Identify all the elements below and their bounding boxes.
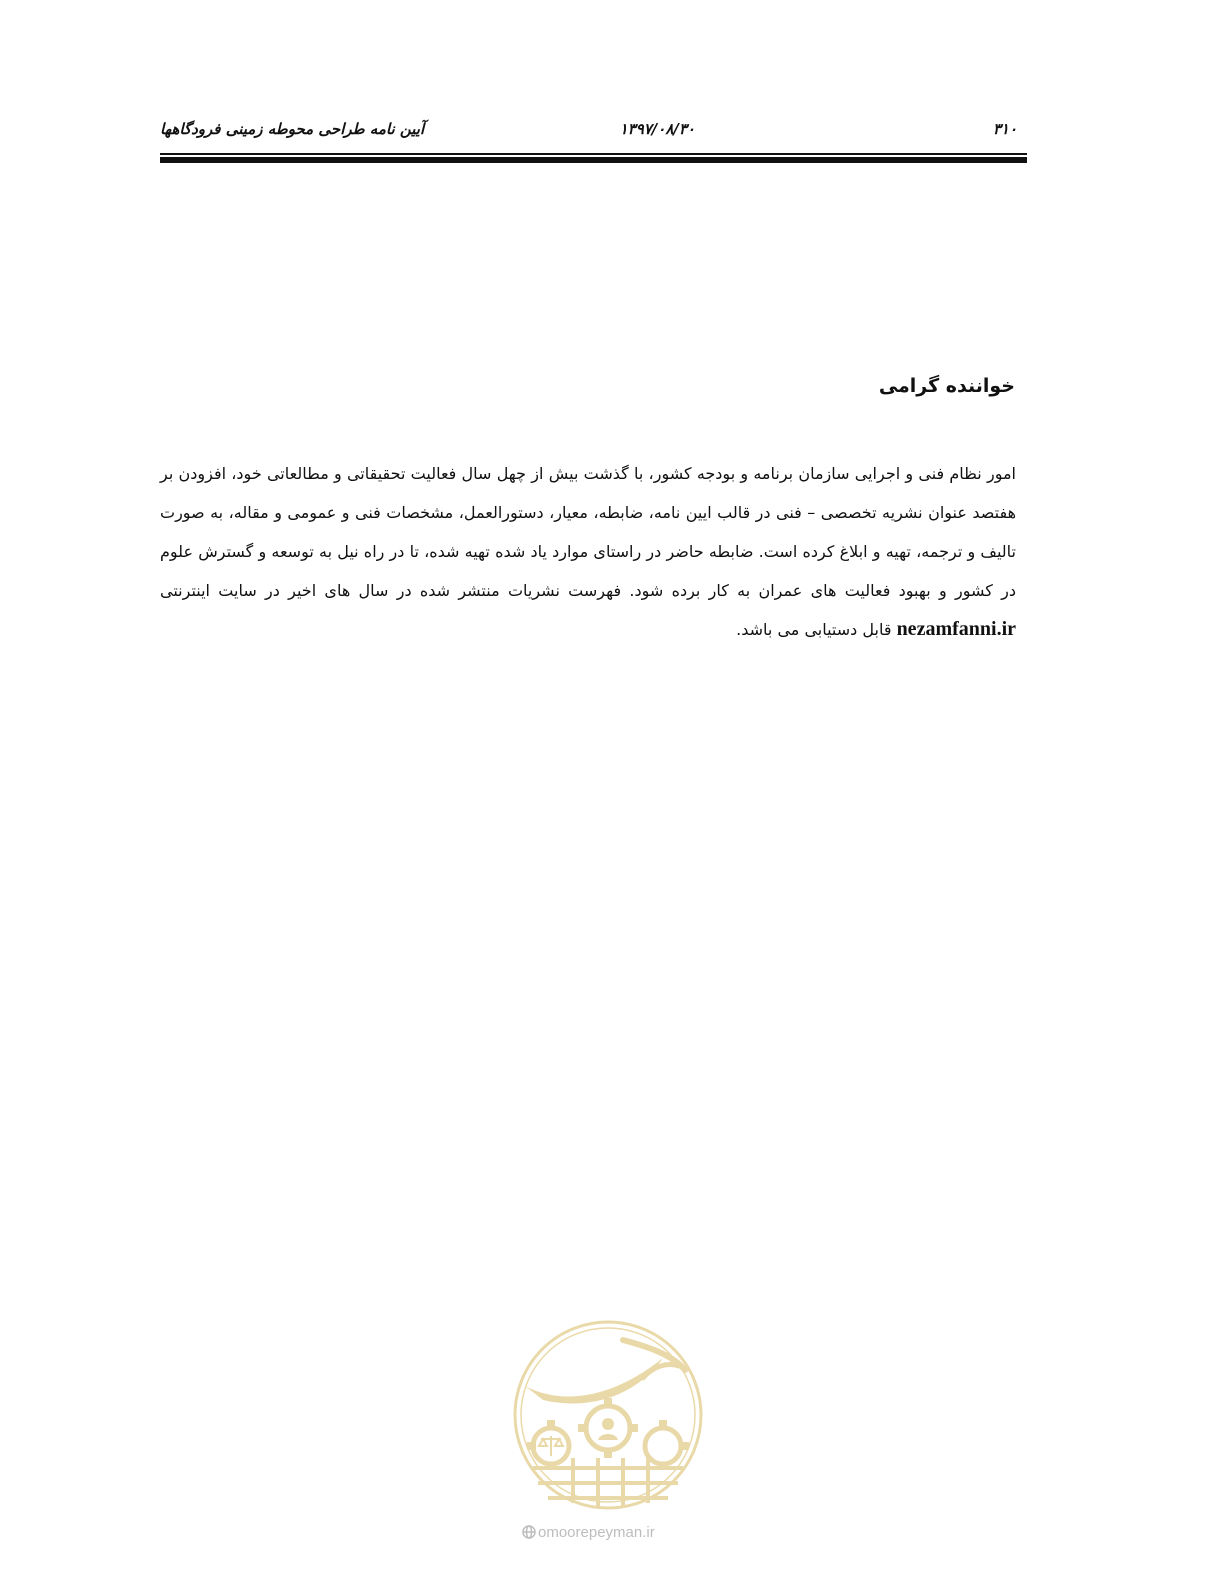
watermark-logo	[503, 1318, 713, 1568]
website-link[interactable]: nezamfanni.ir	[896, 618, 1016, 640]
section-heading: خواننده گرامی	[878, 375, 1015, 397]
gear-logo-icon	[503, 1318, 713, 1568]
header-rule-thin	[160, 153, 1027, 155]
watermark-domain: omoorepeyman.ir	[538, 1524, 655, 1541]
document-title: آیین نامه طراحی محوطه زمینی فرودگاهها	[160, 120, 425, 138]
header-rule-thick	[160, 157, 1027, 163]
page-header	[160, 118, 1027, 148]
paragraph-text-after-link: قابل دستیابی می باشد.	[736, 620, 892, 639]
page-number: ۳۱۰	[992, 120, 1017, 138]
paragraph-text-before-link: امور نظام فنی و اجرایی سازمان برنامه و بودجه کشور، با گذشت بیش از چهل سال فعالیت تحقیقاتی و مطالعاتی خود، افزودن بر هفتصد عنوان نشریه تخصصی – فنی در قالب ایین نامه، ضابطه، معیار، دستورالعمل، مشخصات فنی و عمومی و مقاله، به صورت تالیف و ترجمه، تهیه و ابلاغ کرده است. ضابطه حاضر در راستای موارد یاد شده تهیه شده، تا در راه نیل به توسعه و گسترش علوم در کشور و بهبود فعالیت های عمران به کار برده شود. فهرست نشریات منتشر شده در سال های اخیر در سایت اینترنتی	[160, 464, 1016, 600]
body-paragraph	[160, 454, 1016, 649]
header-date: ۱۳۹۷/۰۸/۳۰	[619, 120, 695, 138]
